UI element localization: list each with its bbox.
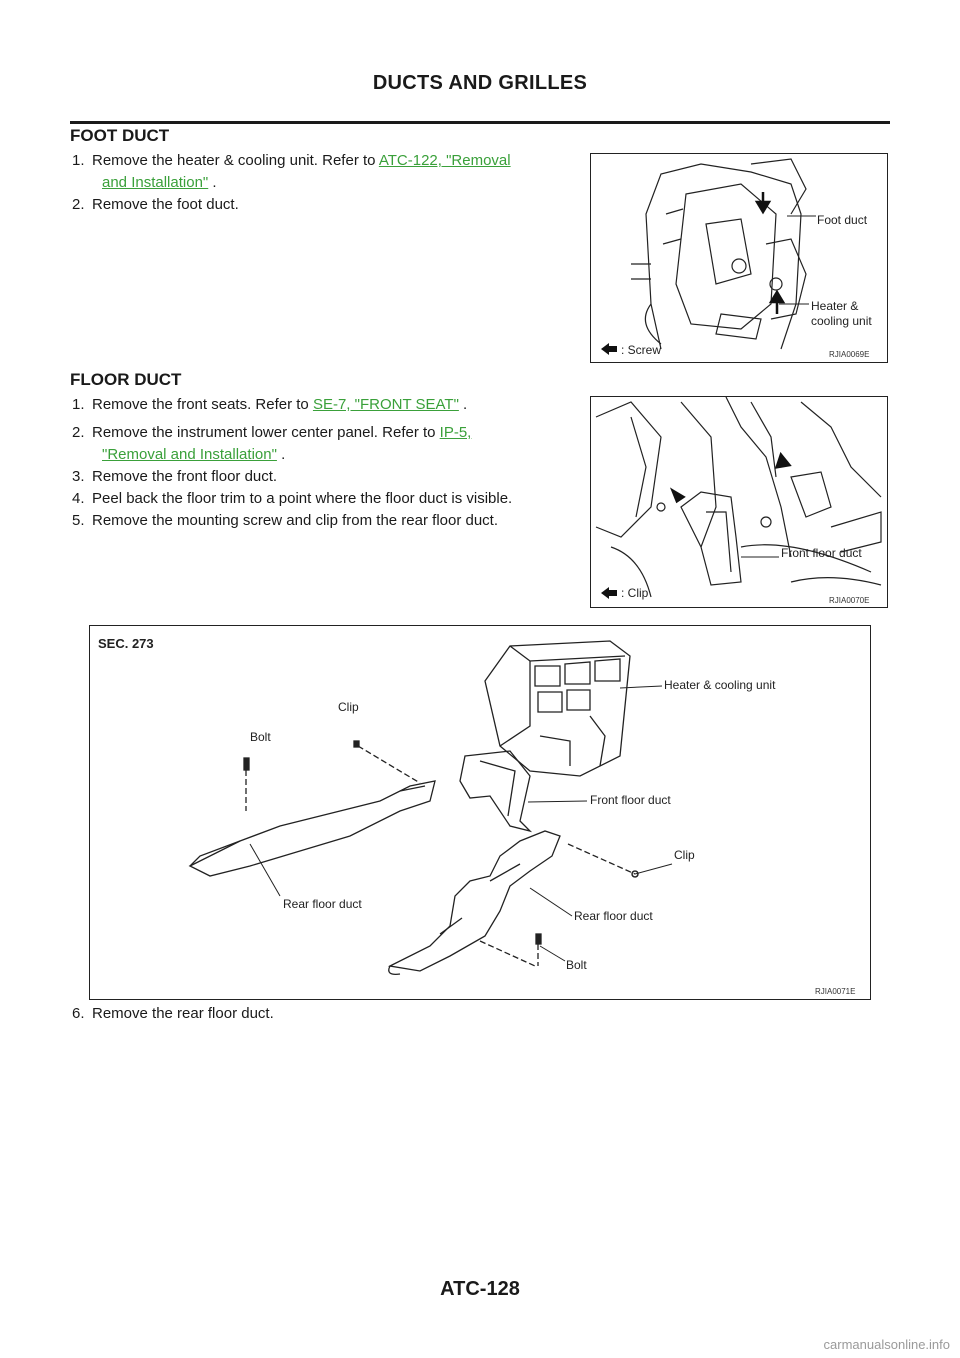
foot-duct-step-1 [72,150,582,194]
label-heater-1: Heater & [811,299,859,313]
step-number: 6. [72,1005,85,1022]
step-text: Remove the front seats. Refer to [92,396,313,413]
figure-foot-duct [590,153,888,363]
step-number: 1. [72,152,85,169]
floor-duct-step-2 [72,422,582,466]
floor-duct-step-1 [72,394,582,416]
step-number: 3. [72,468,85,485]
step-text: Remove the instrument lower center panel. Refer to [92,424,440,441]
label-heater-cooling-unit: Heater & cooling unit [664,678,776,692]
page-number: ATC-128 [440,1278,520,1300]
link-atc-122-cont[interactable]: and Installation" [102,174,209,191]
section-heading-floor-duct: FLOOR DUCT [70,370,182,389]
step-number: 5. [72,512,85,529]
label-screw: : Screw [621,343,662,357]
step-text: Peel back the floor trim to a point where the floor duct is visible. [92,490,513,507]
floor-duct-photo-illustration [591,397,887,607]
floor-duct-step-5 [72,510,498,532]
label-bolt-bottom: Bolt [566,958,587,972]
step-number: 1. [72,396,85,413]
section-heading-foot-duct: FOOT DUCT [70,126,170,145]
figure-code: RJIA0071E [815,987,856,996]
label-front-floor-duct: Front floor duct [781,546,862,560]
clip-arrow-icon [601,587,617,599]
floor-duct-step-6 [72,1003,274,1025]
label-clip-right: Clip [674,848,695,862]
label-heater-2: cooling unit [811,314,872,328]
label-rear-floor-duct-right: Rear floor duct [574,909,653,923]
step-number: 2. [72,196,85,213]
section-number: SEC. 273 [98,636,154,651]
step-text: Remove the foot duct. [92,196,239,213]
label-bolt-top: Bolt [250,730,271,744]
link-se-7[interactable]: SE-7, "FRONT SEAT" [312,396,459,413]
floor-duct-step-3 [72,466,277,488]
label-clip: : Clip [621,586,649,600]
step-number: 2. [72,424,85,441]
label-front-floor-duct: Front floor duct [590,793,671,807]
label-foot-duct: Foot duct [817,213,868,227]
foot-duct-illustration [591,154,887,362]
link-atc-122[interactable]: ATC-122, "Removal [378,152,511,169]
step-number: 4. [72,490,85,507]
page-title: DUCTS AND GRILLES [372,72,588,94]
screw-arrow-icon [601,343,617,355]
step-tail: . [276,446,286,463]
figure-exploded-view [89,625,871,1000]
link-ip-5[interactable]: IP-5, [439,424,472,441]
floor-duct-step-4 [72,488,512,510]
figure-code: RJIA0069E [829,350,870,359]
header-rule [70,121,890,124]
figure-code: RJIA0070E [829,596,870,605]
step-tail: . [458,396,468,413]
label-clip-top: Clip [338,700,359,714]
link-ip-5-cont[interactable]: "Removal and Installation" [102,446,277,463]
step-text: Remove the rear floor duct. [92,1005,274,1022]
step-text: Remove the front floor duct. [92,468,278,485]
figure-front-floor-duct [590,396,888,608]
label-rear-floor-duct-left: Rear floor duct [283,897,362,911]
step-tail: . [208,174,217,191]
step-text: Remove the heater & cooling unit. Refer to [92,152,379,169]
watermark: carmanualsonline.info [823,1337,950,1352]
step-text: Remove the mounting screw and clip from the rear floor duct. [92,512,499,529]
foot-duct-step-2 [72,194,239,216]
exploded-view-illustration [90,626,870,999]
